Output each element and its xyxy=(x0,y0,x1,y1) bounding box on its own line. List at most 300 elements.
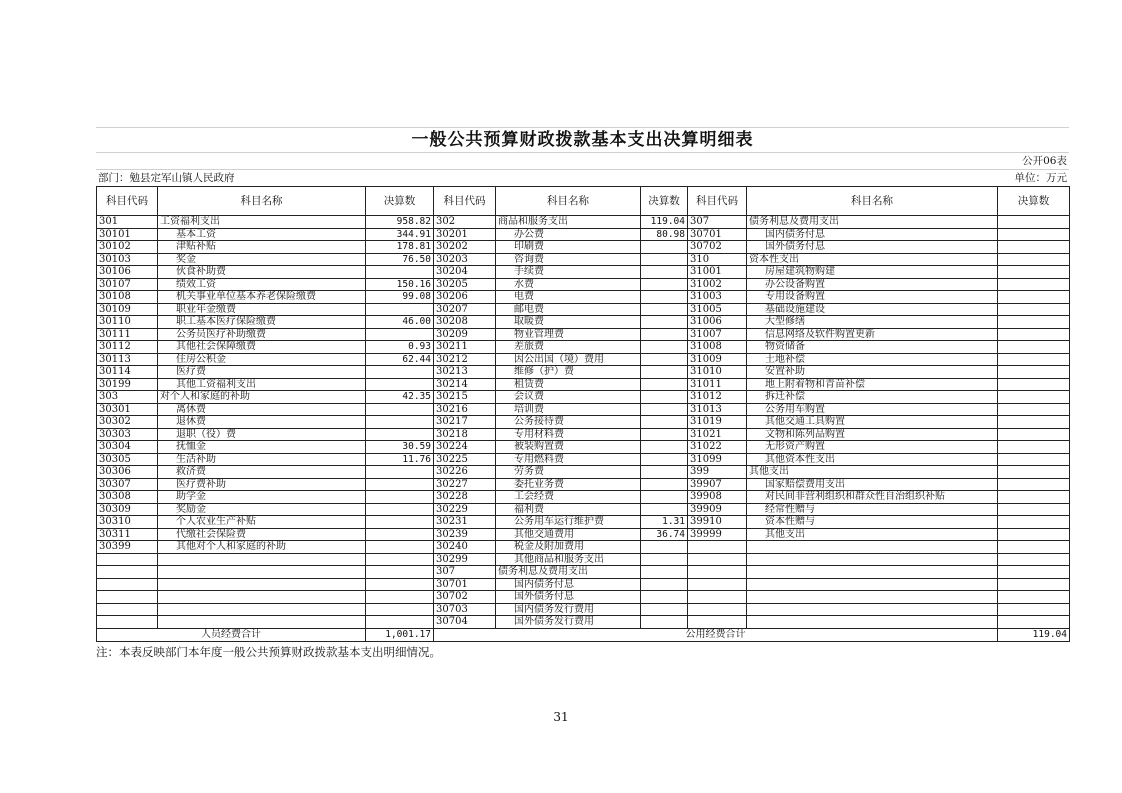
cell-code-3: 39910 xyxy=(688,516,747,529)
cell-name-2: 债务利息及费用支出 xyxy=(496,566,641,579)
cell-code-1: 30101 xyxy=(97,228,158,241)
table-row xyxy=(97,341,1070,354)
cell-name-2: 专用材料费 xyxy=(496,428,641,441)
cell-name-1: 医疗费补助 xyxy=(158,478,366,491)
budget-sheet xyxy=(96,127,1069,661)
cell-code-1: 30199 xyxy=(97,378,158,391)
table-row xyxy=(97,603,1070,616)
cell-amount-2 xyxy=(641,278,688,291)
cell-amount-3 xyxy=(998,241,1070,254)
cell-code-2: 30207 xyxy=(434,303,496,316)
cell-name-3: 大型修缮 xyxy=(747,316,998,329)
cell-name-3: 经常性赠与 xyxy=(747,503,998,516)
cell-amount-1: 62.44 xyxy=(366,353,434,366)
cell-code-1 xyxy=(97,578,158,591)
cell-amount-3 xyxy=(998,341,1070,354)
cell-code-1: 301 xyxy=(97,216,158,229)
cell-code-1 xyxy=(97,591,158,604)
cell-amount-1 xyxy=(366,428,434,441)
cell-name-1: 伙食补助费 xyxy=(158,266,366,279)
cell-name-2: 电费 xyxy=(496,291,641,304)
cell-name-3: 国外债务付息 xyxy=(747,241,998,254)
cell-code-3 xyxy=(688,541,747,554)
cell-name-2: 维修（护）费 xyxy=(496,366,641,379)
cell-amount-1: 11.76 xyxy=(366,453,434,466)
cell-code-2: 30211 xyxy=(434,341,496,354)
cell-code-1: 30399 xyxy=(97,541,158,554)
cell-name-2: 邮电费 xyxy=(496,303,641,316)
cell-amount-1: 42.35 xyxy=(366,391,434,404)
cell-amount-2 xyxy=(641,541,688,554)
cell-amount-2 xyxy=(641,478,688,491)
cell-amount-2: 119.04 xyxy=(641,216,688,229)
cell-name-3: 文物和陈列品购置 xyxy=(747,428,998,441)
cell-code-3: 39999 xyxy=(688,528,747,541)
cell-amount-2 xyxy=(641,378,688,391)
cell-code-3: 31011 xyxy=(688,378,747,391)
cell-amount-3 xyxy=(998,541,1070,554)
cell-code-3: 30701 xyxy=(688,228,747,241)
cell-name-2: 水费 xyxy=(496,278,641,291)
cell-name-1: 津贴补贴 xyxy=(158,241,366,254)
cell-amount-2 xyxy=(641,366,688,379)
cell-code-1: 30308 xyxy=(97,491,158,504)
cell-amount-3 xyxy=(998,391,1070,404)
table-row xyxy=(97,541,1070,554)
cell-amount-1 xyxy=(366,578,434,591)
cell-code-3: 31019 xyxy=(688,416,747,429)
header-name-1: 科目名称 xyxy=(158,187,366,216)
cell-name-2: 租赁费 xyxy=(496,378,641,391)
cell-name-2: 国外债务发行费用 xyxy=(496,616,641,629)
cell-name-2: 差旅费 xyxy=(496,341,641,354)
cell-name-2: 咨询费 xyxy=(496,253,641,266)
cell-code-1: 30307 xyxy=(97,478,158,491)
cell-code-2: 30227 xyxy=(434,478,496,491)
cell-code-1: 303 xyxy=(97,391,158,404)
header-code-3: 科目代码 xyxy=(688,187,747,216)
cell-name-2: 税金及附加费用 xyxy=(496,541,641,554)
cell-amount-1 xyxy=(366,516,434,529)
cell-name-1: 工资福利支出 xyxy=(158,216,366,229)
table-body xyxy=(97,216,1070,629)
table-row xyxy=(97,316,1070,329)
cell-name-1: 其他社会保障缴费 xyxy=(158,341,366,354)
public-total-value: 119.04 xyxy=(998,628,1070,641)
cell-name-2: 办公费 xyxy=(496,228,641,241)
table-row xyxy=(97,303,1070,316)
cell-name-3 xyxy=(747,553,998,566)
cell-code-2: 307 xyxy=(434,566,496,579)
cell-amount-3 xyxy=(998,591,1070,604)
cell-code-2: 30204 xyxy=(434,266,496,279)
cell-amount-1 xyxy=(366,603,434,616)
table-row xyxy=(97,278,1070,291)
cell-name-2: 其他交通费用 xyxy=(496,528,641,541)
cell-code-1: 30111 xyxy=(97,328,158,341)
cell-name-3: 无形资产购置 xyxy=(747,441,998,454)
public-total-label: 公用经费合计 xyxy=(434,628,998,641)
table-row xyxy=(97,403,1070,416)
cell-name-2: 国内债务发行费用 xyxy=(496,603,641,616)
cell-amount-3 xyxy=(998,316,1070,329)
cell-code-2: 30224 xyxy=(434,441,496,454)
cell-name-2: 专用燃料费 xyxy=(496,453,641,466)
cell-amount-2 xyxy=(641,428,688,441)
cell-name-2: 工会经费 xyxy=(496,491,641,504)
header-amount-2: 决算数 xyxy=(641,187,688,216)
cell-name-1: 绩效工资 xyxy=(158,278,366,291)
header-amount-1: 决算数 xyxy=(366,187,434,216)
cell-name-1 xyxy=(158,566,366,579)
cell-name-2: 印刷费 xyxy=(496,241,641,254)
cell-amount-2 xyxy=(641,566,688,579)
table-row xyxy=(97,391,1070,404)
personnel-total-value: 1,001.17 xyxy=(366,628,434,641)
cell-code-3 xyxy=(688,578,747,591)
cell-code-1: 30304 xyxy=(97,441,158,454)
form-code-row xyxy=(96,152,1069,169)
cell-amount-2 xyxy=(641,591,688,604)
cell-name-3: 土地补偿 xyxy=(747,353,998,366)
table-title: 一般公共预算财政拨款基本支出决算明细表 xyxy=(96,127,1069,152)
cell-code-3 xyxy=(688,616,747,629)
department-label: 部门：勉县定军山镇人民政府 xyxy=(98,172,235,184)
cell-name-2: 国内债务付息 xyxy=(496,578,641,591)
cell-amount-1: 99.08 xyxy=(366,291,434,304)
cell-amount-3 xyxy=(998,228,1070,241)
page-number: 31 xyxy=(553,710,569,724)
cell-amount-2 xyxy=(641,316,688,329)
cell-name-2: 因公出国（境）费用 xyxy=(496,353,641,366)
cell-code-1: 30302 xyxy=(97,416,158,429)
table-row xyxy=(97,353,1070,366)
cell-name-1: 退休费 xyxy=(158,416,366,429)
cell-code-3: 399 xyxy=(688,466,747,479)
cell-name-2: 委托业务费 xyxy=(496,478,641,491)
cell-name-3: 信息网络及软件购置更新 xyxy=(747,328,998,341)
cell-name-3 xyxy=(747,541,998,554)
cell-amount-1: 46.00 xyxy=(366,316,434,329)
cell-name-2: 劳务费 xyxy=(496,466,641,479)
cell-name-2: 物业管理费 xyxy=(496,328,641,341)
cell-amount-2 xyxy=(641,266,688,279)
cell-amount-3 xyxy=(998,491,1070,504)
cell-code-2: 30226 xyxy=(434,466,496,479)
cell-name-2: 被装购置费 xyxy=(496,441,641,454)
cell-code-2: 30208 xyxy=(434,316,496,329)
table-row xyxy=(97,491,1070,504)
table-row xyxy=(97,266,1070,279)
cell-amount-1 xyxy=(366,466,434,479)
cell-amount-1: 30.59 xyxy=(366,441,434,454)
cell-code-1: 30309 xyxy=(97,503,158,516)
cell-amount-1 xyxy=(366,478,434,491)
cell-code-2: 30202 xyxy=(434,241,496,254)
cell-name-1: 职工基本医疗保险缴费 xyxy=(158,316,366,329)
cell-name-3: 物资储备 xyxy=(747,341,998,354)
cell-name-3 xyxy=(747,591,998,604)
cell-name-3: 拆迁补偿 xyxy=(747,391,998,404)
cell-amount-1 xyxy=(366,566,434,579)
cell-code-2: 30216 xyxy=(434,403,496,416)
cell-code-1: 30112 xyxy=(97,341,158,354)
cell-amount-1 xyxy=(366,266,434,279)
cell-code-3: 31001 xyxy=(688,266,747,279)
cell-code-1: 30106 xyxy=(97,266,158,279)
cell-code-1: 30107 xyxy=(97,278,158,291)
cell-code-3: 31006 xyxy=(688,316,747,329)
cell-amount-3 xyxy=(998,416,1070,429)
cell-amount-3 xyxy=(998,216,1070,229)
cell-name-3: 专用设备购置 xyxy=(747,291,998,304)
cell-code-3: 39909 xyxy=(688,503,747,516)
cell-amount-2 xyxy=(641,253,688,266)
cell-amount-3 xyxy=(998,428,1070,441)
cell-name-2: 会议费 xyxy=(496,391,641,404)
table-row xyxy=(97,503,1070,516)
cell-amount-3 xyxy=(998,528,1070,541)
cell-code-1 xyxy=(97,566,158,579)
cell-code-1: 30102 xyxy=(97,241,158,254)
cell-name-1: 对个人和家庭的补助 xyxy=(158,391,366,404)
table-row xyxy=(97,591,1070,604)
table-row xyxy=(97,466,1070,479)
cell-code-2: 30240 xyxy=(434,541,496,554)
cell-amount-2 xyxy=(641,553,688,566)
cell-code-2: 30704 xyxy=(434,616,496,629)
cell-amount-2 xyxy=(641,503,688,516)
cell-code-2: 30217 xyxy=(434,416,496,429)
cell-name-3: 国家赔偿费用支出 xyxy=(747,478,998,491)
cell-code-3: 31009 xyxy=(688,353,747,366)
table-row xyxy=(97,566,1070,579)
table-row xyxy=(97,416,1070,429)
cell-amount-3 xyxy=(998,403,1070,416)
cell-name-3: 公务用车购置 xyxy=(747,403,998,416)
cell-amount-1 xyxy=(366,541,434,554)
cell-code-1: 30311 xyxy=(97,528,158,541)
cell-amount-2 xyxy=(641,341,688,354)
cell-name-3: 基础设施建设 xyxy=(747,303,998,316)
cell-code-2: 30201 xyxy=(434,228,496,241)
cell-name-3: 债务利息及费用支出 xyxy=(747,216,998,229)
cell-amount-3 xyxy=(998,478,1070,491)
cell-amount-2: 80.98 xyxy=(641,228,688,241)
table-row xyxy=(97,428,1070,441)
cell-code-3: 307 xyxy=(688,216,747,229)
cell-name-2: 其他商品和服务支出 xyxy=(496,553,641,566)
cell-name-1: 住房公积金 xyxy=(158,353,366,366)
form-code: 公开06表 xyxy=(1022,155,1067,167)
cell-code-3: 39907 xyxy=(688,478,747,491)
cell-amount-1 xyxy=(366,616,434,629)
cell-name-3: 资本性赠与 xyxy=(747,516,998,529)
cell-amount-1: 150.16 xyxy=(366,278,434,291)
cell-code-3: 31010 xyxy=(688,366,747,379)
table-row xyxy=(97,366,1070,379)
cell-code-1: 30108 xyxy=(97,291,158,304)
cell-name-1: 退职（役）费 xyxy=(158,428,366,441)
cell-name-1: 其他对个人和家庭的补助 xyxy=(158,541,366,554)
expenditure-table xyxy=(96,186,1070,642)
cell-amount-3 xyxy=(998,328,1070,341)
cell-amount-1: 0.93 xyxy=(366,341,434,354)
cell-amount-3 xyxy=(998,266,1070,279)
cell-name-3: 对民间非营利组织和群众性自治组织补贴 xyxy=(747,491,998,504)
cell-code-3: 31099 xyxy=(688,453,747,466)
cell-amount-2 xyxy=(641,403,688,416)
cell-amount-3 xyxy=(998,578,1070,591)
cell-code-3: 31007 xyxy=(688,328,747,341)
cell-code-2: 30214 xyxy=(434,378,496,391)
cell-name-3: 资本性支出 xyxy=(747,253,998,266)
cell-code-2: 30213 xyxy=(434,366,496,379)
cell-name-1 xyxy=(158,603,366,616)
cell-amount-3 xyxy=(998,366,1070,379)
cell-name-3: 安置补助 xyxy=(747,366,998,379)
cell-amount-3 xyxy=(998,466,1070,479)
table-row xyxy=(97,291,1070,304)
cell-code-3: 31008 xyxy=(688,341,747,354)
cell-name-2: 取暖费 xyxy=(496,316,641,329)
cell-amount-3 xyxy=(998,516,1070,529)
cell-name-1: 奖励金 xyxy=(158,503,366,516)
table-row xyxy=(97,378,1070,391)
cell-amount-1 xyxy=(366,403,434,416)
cell-name-3: 地上附着物和青苗补偿 xyxy=(747,378,998,391)
cell-code-1: 30109 xyxy=(97,303,158,316)
table-row xyxy=(97,616,1070,629)
cell-code-3: 31013 xyxy=(688,403,747,416)
cell-code-1: 30113 xyxy=(97,353,158,366)
header-amount-3: 决算数 xyxy=(998,187,1070,216)
cell-amount-3 xyxy=(998,278,1070,291)
cell-name-3: 国内债务付息 xyxy=(747,228,998,241)
cell-amount-2 xyxy=(641,491,688,504)
cell-code-1: 30110 xyxy=(97,316,158,329)
cell-code-3: 39908 xyxy=(688,491,747,504)
cell-code-1: 30114 xyxy=(97,366,158,379)
table-row xyxy=(97,453,1070,466)
cell-amount-3 xyxy=(998,253,1070,266)
table-row xyxy=(97,216,1070,229)
cell-name-1: 职业年金缴费 xyxy=(158,303,366,316)
cell-code-1: 30306 xyxy=(97,466,158,479)
unit-label: 单位：万元 xyxy=(1014,172,1067,184)
cell-name-3 xyxy=(747,603,998,616)
table-row xyxy=(97,441,1070,454)
cell-name-3: 房屋建筑物购建 xyxy=(747,266,998,279)
cell-code-3 xyxy=(688,603,747,616)
cell-code-2: 30299 xyxy=(434,553,496,566)
cell-amount-1 xyxy=(366,491,434,504)
cell-name-1 xyxy=(158,591,366,604)
cell-name-2: 公务用车运行维护费 xyxy=(496,516,641,529)
cell-amount-1 xyxy=(366,528,434,541)
cell-code-1 xyxy=(97,553,158,566)
cell-code-3: 31003 xyxy=(688,291,747,304)
cell-amount-1 xyxy=(366,328,434,341)
cell-amount-3 xyxy=(998,453,1070,466)
cell-code-1 xyxy=(97,616,158,629)
cell-name-1: 基本工资 xyxy=(158,228,366,241)
cell-amount-3 xyxy=(998,378,1070,391)
cell-amount-3 xyxy=(998,503,1070,516)
table-row xyxy=(97,578,1070,591)
cell-amount-2 xyxy=(641,616,688,629)
cell-code-3: 31012 xyxy=(688,391,747,404)
cell-name-2: 手续费 xyxy=(496,266,641,279)
cell-name-3: 其他支出 xyxy=(747,466,998,479)
cell-name-3: 其他交通工具购置 xyxy=(747,416,998,429)
cell-amount-2 xyxy=(641,416,688,429)
cell-amount-2 xyxy=(641,453,688,466)
table-row xyxy=(97,516,1070,529)
cell-amount-1 xyxy=(366,366,434,379)
cell-name-1: 奖金 xyxy=(158,253,366,266)
cell-code-1 xyxy=(97,603,158,616)
table-row xyxy=(97,253,1070,266)
cell-name-1: 公务员医疗补助缴费 xyxy=(158,328,366,341)
cell-amount-1: 958.82 xyxy=(366,216,434,229)
cell-name-1: 助学金 xyxy=(158,491,366,504)
cell-name-1: 个人农业生产补贴 xyxy=(158,516,366,529)
cell-amount-3 xyxy=(998,553,1070,566)
department-row xyxy=(96,169,1069,186)
cell-amount-2: 1.31 xyxy=(641,516,688,529)
cell-amount-2 xyxy=(641,441,688,454)
cell-name-2: 公务接待费 xyxy=(496,416,641,429)
cell-amount-2 xyxy=(641,353,688,366)
cell-amount-1: 76.50 xyxy=(366,253,434,266)
header-row xyxy=(97,187,1070,216)
cell-amount-3 xyxy=(998,291,1070,304)
table-row xyxy=(97,478,1070,491)
cell-code-3 xyxy=(688,553,747,566)
cell-code-2: 30205 xyxy=(434,278,496,291)
cell-amount-3 xyxy=(998,353,1070,366)
cell-name-1: 医疗费 xyxy=(158,366,366,379)
cell-code-3: 310 xyxy=(688,253,747,266)
cell-amount-1 xyxy=(366,416,434,429)
cell-code-3: 31022 xyxy=(688,441,747,454)
cell-name-3 xyxy=(747,578,998,591)
cell-code-3 xyxy=(688,566,747,579)
cell-code-2: 30702 xyxy=(434,591,496,604)
cell-code-3: 31021 xyxy=(688,428,747,441)
cell-name-2: 培训费 xyxy=(496,403,641,416)
cell-code-1: 30103 xyxy=(97,253,158,266)
cell-code-2: 30229 xyxy=(434,503,496,516)
cell-amount-3 xyxy=(998,303,1070,316)
header-code-1: 科目代码 xyxy=(97,187,158,216)
cell-code-2: 30228 xyxy=(434,491,496,504)
cell-amount-1: 344.91 xyxy=(366,228,434,241)
cell-code-2: 30701 xyxy=(434,578,496,591)
personnel-total-label: 人员经费合计 xyxy=(97,628,366,641)
cell-code-3: 31005 xyxy=(688,303,747,316)
cell-name-1 xyxy=(158,616,366,629)
cell-amount-2 xyxy=(641,391,688,404)
cell-amount-1 xyxy=(366,303,434,316)
cell-name-1: 其他工资福利支出 xyxy=(158,378,366,391)
cell-amount-2: 36.74 xyxy=(641,528,688,541)
cell-amount-2 xyxy=(641,303,688,316)
cell-code-2: 30206 xyxy=(434,291,496,304)
header-code-2: 科目代码 xyxy=(434,187,496,216)
cell-amount-3 xyxy=(998,441,1070,454)
